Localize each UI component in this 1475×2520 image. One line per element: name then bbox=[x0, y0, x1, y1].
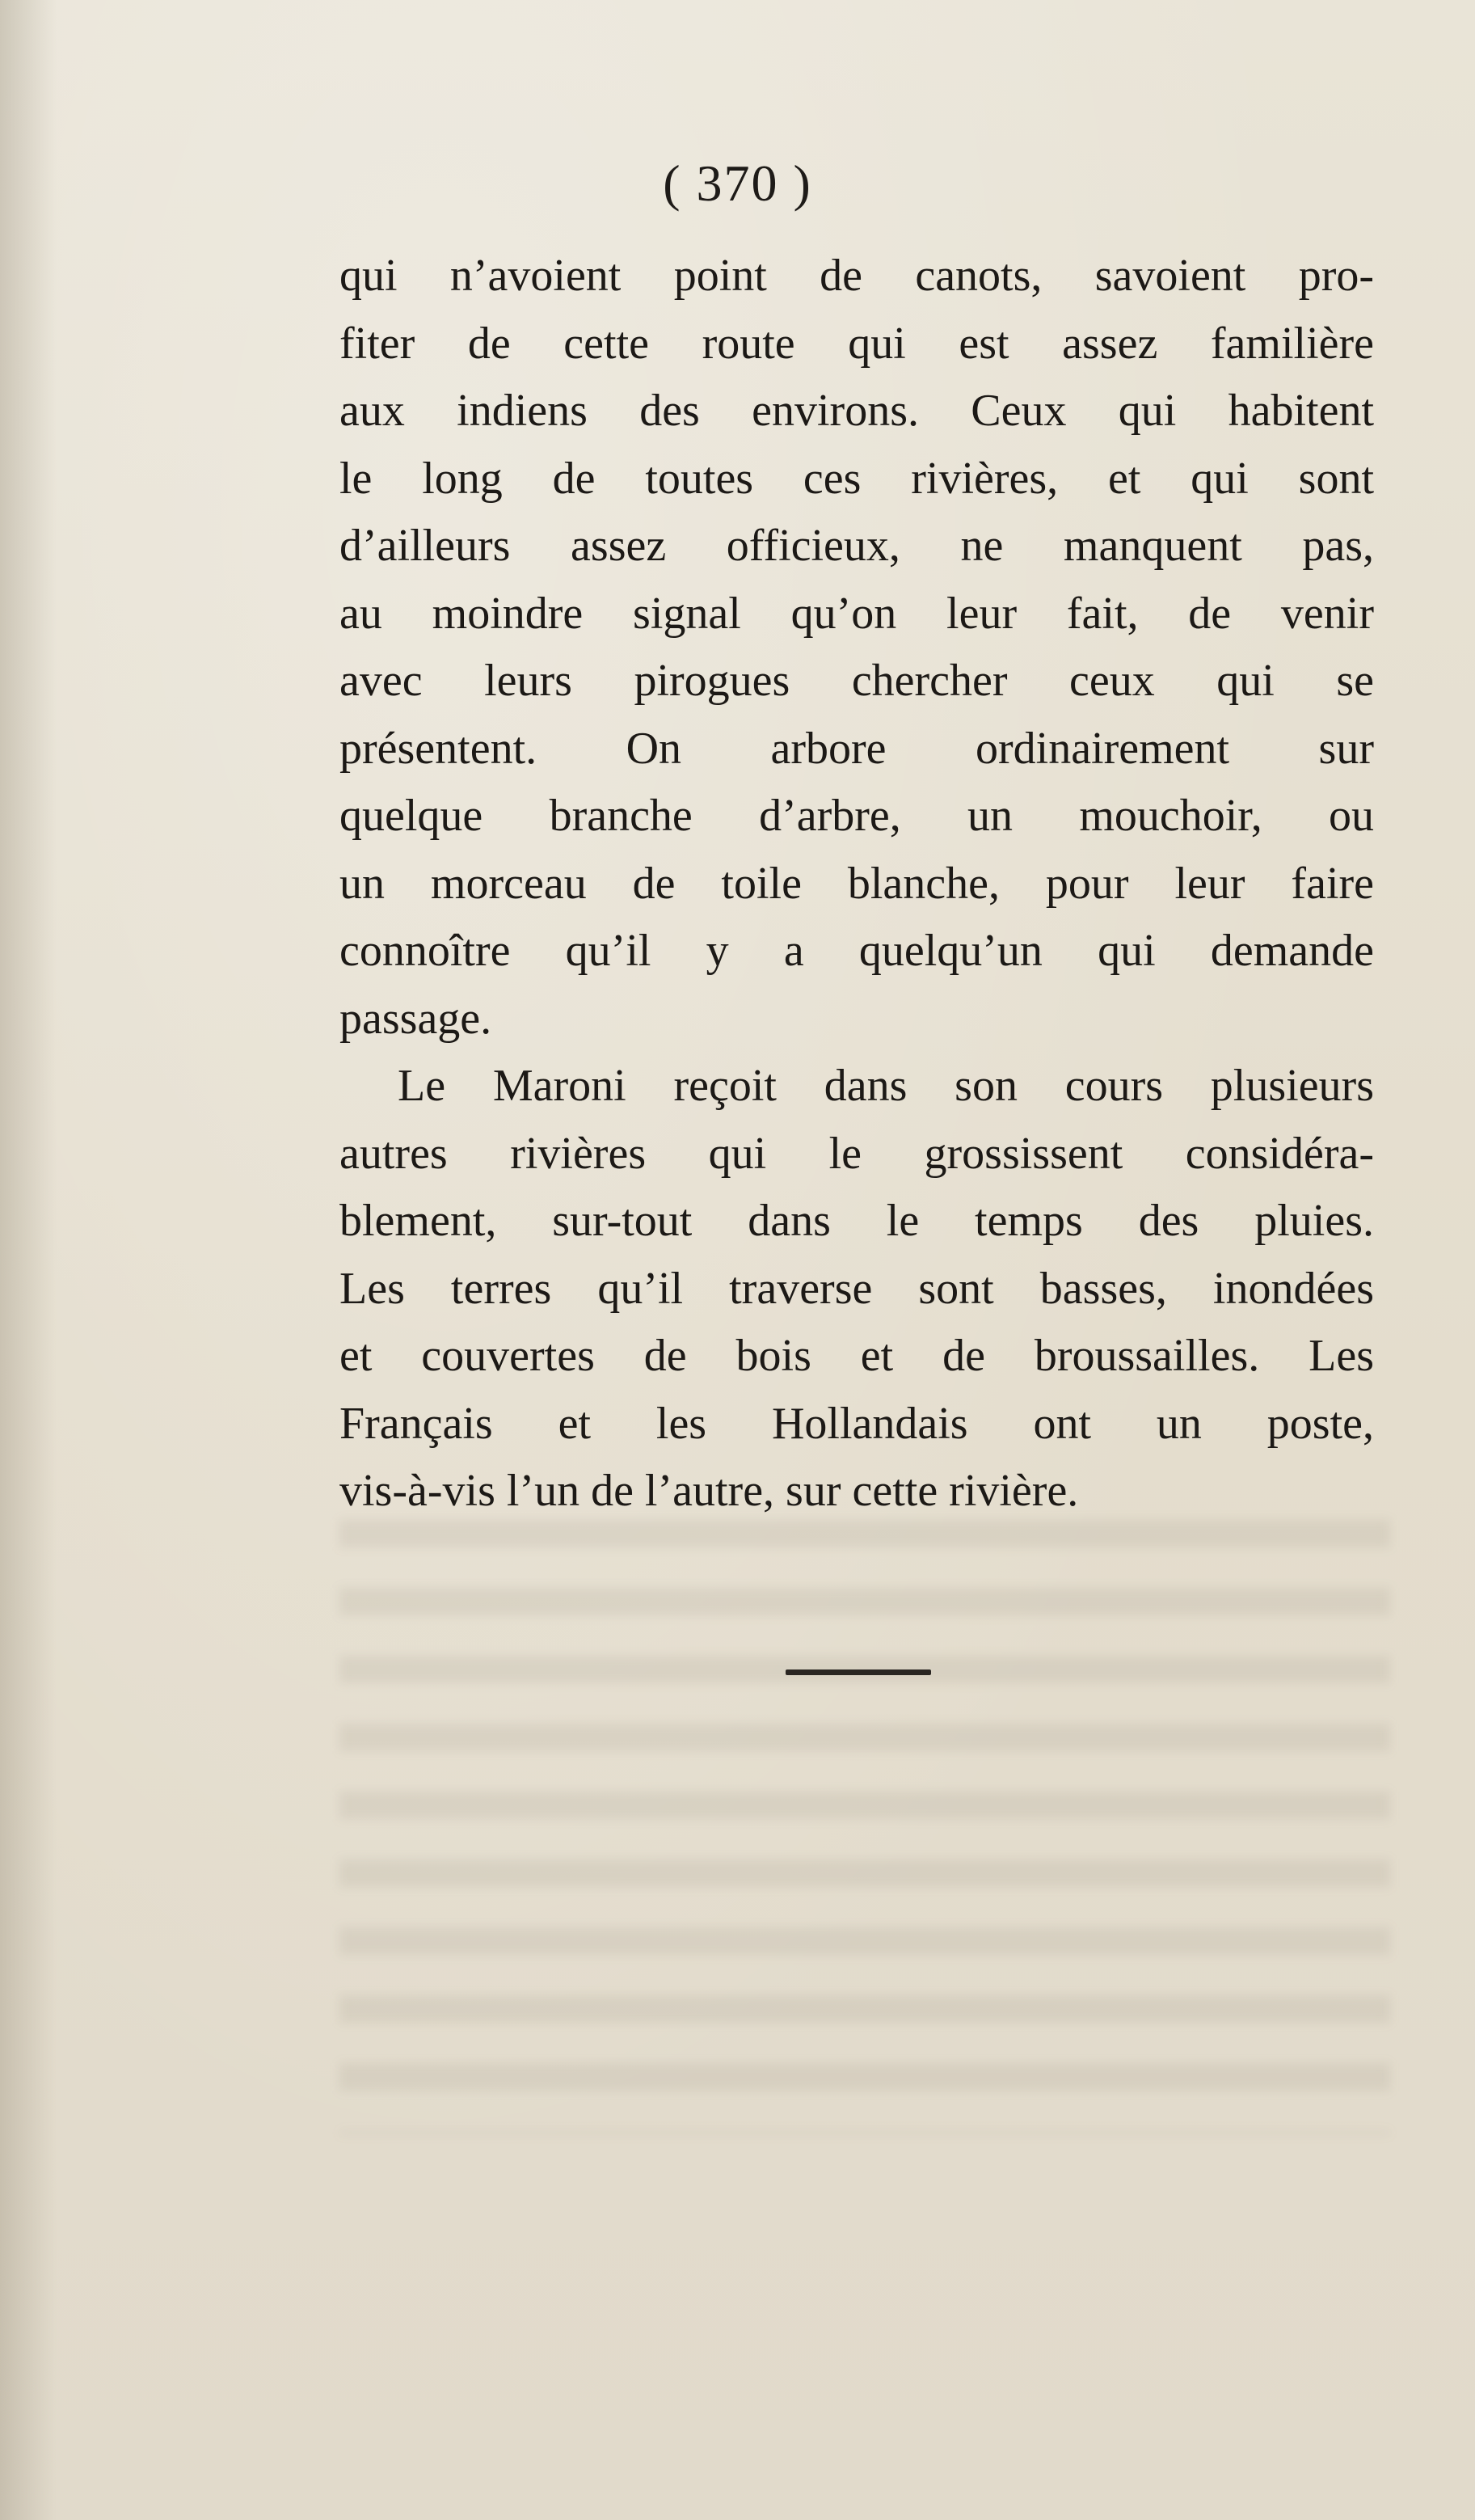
text-line: un morceau de toile blanche, pour leur faire bbox=[339, 858, 1374, 909]
text-line: fiter de cette route qui est assez familière bbox=[339, 318, 1374, 369]
text-line: Le Maroni reçoit dans son cours plusieurs bbox=[398, 1061, 1374, 1111]
text-line: avec leurs pirogues chercher ceux qui se bbox=[339, 656, 1374, 706]
show-through-text bbox=[339, 1520, 1390, 2134]
page-number-header: ( 370 ) bbox=[663, 154, 812, 212]
text-line: vis-à-vis l’un de l’autre, sur cette rivière. bbox=[339, 1466, 1079, 1516]
text-line: Les terres qu’il traverse sont basses, inondées bbox=[339, 1263, 1374, 1314]
text-line: qui n’avoient point de canots, savoient pro- bbox=[339, 251, 1374, 301]
section-divider-rule bbox=[786, 1669, 931, 1675]
text-line: au moindre signal qu’on leur fait, de venir bbox=[339, 588, 1374, 639]
text-line: Français et les Hollandais ont un poste, bbox=[339, 1398, 1374, 1449]
text-line: blement, sur-tout dans le temps des pluies. bbox=[339, 1196, 1374, 1246]
text-line: autres rivières qui le grossissent considéra- bbox=[339, 1128, 1374, 1179]
text-line: et couvertes de bois et de broussailles. Les bbox=[339, 1331, 1374, 1381]
text-line: quelque branche d’arbre, un mouchoir, ou bbox=[339, 791, 1374, 841]
text-line: présentent. On arbore ordinairement sur bbox=[339, 723, 1374, 774]
paragraph-1 bbox=[339, 243, 1374, 1053]
text-line: connoître qu’il y a quelqu’un qui demande bbox=[339, 926, 1374, 976]
text-line: le long de toutes ces rivières, et qui sont bbox=[339, 453, 1374, 504]
page-edge-shadow bbox=[0, 0, 57, 2520]
paragraph-2 bbox=[339, 1053, 1374, 1526]
text-line: aux indiens des environs. Ceux qui habitent bbox=[339, 386, 1374, 436]
text-line: d’ailleurs assez officieux, ne manquent pas, bbox=[339, 521, 1374, 571]
text-line: passage. bbox=[339, 993, 492, 1044]
body-text bbox=[339, 243, 1374, 1526]
